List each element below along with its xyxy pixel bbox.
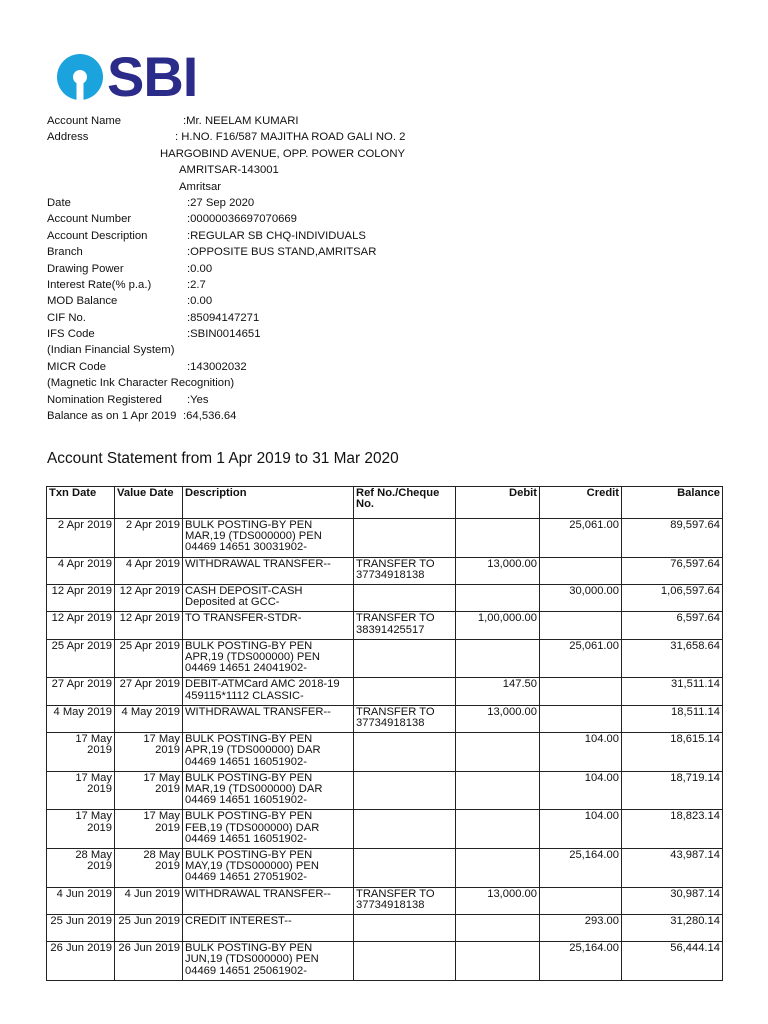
- interest-rate-label: Interest Rate(% p.a.): [47, 278, 152, 291]
- value-date-cell: 25 Apr 2019: [115, 639, 183, 678]
- ref-no-cell: [354, 771, 456, 810]
- txn-date-cell: 4 Apr 2019: [47, 557, 115, 584]
- value-date-cell: 4 Apr 2019: [115, 557, 183, 584]
- balance-cell: 31,280.14: [622, 915, 723, 942]
- table-row: [47, 678, 723, 705]
- table-row: [47, 849, 723, 888]
- header-credit: Credit: [540, 487, 622, 519]
- txn-date-cell: 4 May 2019: [47, 705, 115, 732]
- debit-cell: [456, 585, 540, 612]
- value-date-cell: 17 May 2019: [115, 771, 183, 810]
- txn-date-cell: 17 May 2019: [47, 810, 115, 849]
- txn-date-cell: 25 Jun 2019: [47, 915, 115, 942]
- description-cell: CASH DEPOSIT-CASH Deposited at GCC-: [183, 585, 354, 612]
- credit-cell: 25,164.00: [540, 849, 622, 888]
- statement-title: Account Statement from 1 Apr 2019 to 31 Mar 2020: [47, 450, 399, 467]
- balance-cell: 18,615.14: [622, 733, 723, 772]
- header-value-date: Value Date: [115, 487, 183, 519]
- table-header-row: [47, 487, 723, 519]
- debit-cell: [456, 942, 540, 981]
- table-row: [47, 942, 723, 981]
- header-txn-date: Txn Date: [47, 487, 115, 519]
- date-value: :27 Sep 2020: [187, 196, 255, 209]
- debit-cell: 13,000.00: [456, 887, 540, 914]
- credit-cell: 104.00: [540, 771, 622, 810]
- cif-value: :85094147271: [187, 311, 260, 324]
- ref-no-cell: [354, 639, 456, 678]
- balance-cell: 76,597.64: [622, 557, 723, 584]
- credit-cell: 25,061.00: [540, 519, 622, 558]
- txn-date-cell: 27 Apr 2019: [47, 678, 115, 705]
- description-cell: CREDIT INTEREST--: [183, 915, 354, 942]
- ref-no-cell: [354, 810, 456, 849]
- debit-cell: [456, 915, 540, 942]
- address-line-4: Amritsar: [179, 180, 222, 193]
- transactions-table: [46, 486, 723, 981]
- table-row: [47, 519, 723, 558]
- header-ref-no: Ref No./Cheque No.: [354, 487, 456, 519]
- txn-date-cell: 17 May 2019: [47, 771, 115, 810]
- credit-cell: [540, 887, 622, 914]
- ref-no-cell: TRANSFER TO 38391425517: [354, 612, 456, 639]
- address-line-1: : H.NO. F16/587 MAJITHA ROAD GALI NO. 2: [175, 131, 406, 144]
- debit-cell: [456, 733, 540, 772]
- ref-no-cell: TRANSFER TO 37734918138: [354, 557, 456, 584]
- table-row: [47, 639, 723, 678]
- ref-no-cell: [354, 585, 456, 612]
- description-cell: WITHDRAWAL TRANSFER--: [183, 557, 354, 584]
- mod-balance-label: MOD Balance: [47, 295, 118, 308]
- credit-cell: 104.00: [540, 733, 622, 772]
- debit-cell: 147.50: [456, 678, 540, 705]
- table-row: [47, 557, 723, 584]
- description-cell: BULK POSTING-BY PEN MAR,19 (TDS000000) PEN 04469 14651 30031902-: [183, 519, 354, 558]
- ifs-code-label: IFS Code: [47, 328, 95, 341]
- transactions-body: [47, 519, 723, 981]
- address-line-2: HARGOBIND AVENUE, OPP. POWER COLONY: [160, 147, 406, 160]
- description-cell: BULK POSTING-BY PEN APR,19 (TDS000000) DAR 04469 14651 16051902-: [183, 733, 354, 772]
- value-date-cell: 4 Jun 2019: [115, 887, 183, 914]
- ifs-code-value: :SBIN0014651: [187, 328, 261, 341]
- description-cell: TO TRANSFER-STDR-: [183, 612, 354, 639]
- txn-date-cell: 2 Apr 2019: [47, 519, 115, 558]
- branch-label: Branch: [47, 246, 83, 259]
- date-label: Date: [47, 196, 71, 209]
- value-date-cell: 17 May 2019: [115, 810, 183, 849]
- balance-cell: 56,444.14: [622, 942, 723, 981]
- table-row: [47, 887, 723, 914]
- debit-cell: [456, 639, 540, 678]
- description-cell: DEBIT-ATMCard AMC 2018-19 459115*1112 CLASSIC-: [183, 678, 354, 705]
- cif-label: CIF No.: [47, 311, 86, 324]
- debit-cell: [456, 771, 540, 810]
- description-cell: BULK POSTING-BY PEN MAY,19 (TDS000000) PEN 04469 14651 27051902-: [183, 849, 354, 888]
- value-date-cell: 28 May 2019: [115, 849, 183, 888]
- description-cell: BULK POSTING-BY PEN JUN,19 (TDS000000) PEN 04469 14651 25061902-: [183, 942, 354, 981]
- account-info: [47, 113, 507, 424]
- account-name-value: :Mr. NEELAM KUMARI: [183, 115, 299, 127]
- balance-cell: 6,597.64: [622, 612, 723, 639]
- value-date-cell: 12 Apr 2019: [115, 585, 183, 612]
- credit-cell: 104.00: [540, 810, 622, 849]
- ref-no-cell: TRANSFER TO 37734918138: [354, 705, 456, 732]
- value-date-cell: 4 May 2019: [115, 705, 183, 732]
- header-debit: Debit: [456, 487, 540, 519]
- ref-no-cell: [354, 519, 456, 558]
- table-row: [47, 585, 723, 612]
- credit-cell: [540, 557, 622, 584]
- account-number-label: Account Number: [47, 213, 132, 226]
- balance-cell: 43,987.14: [622, 849, 723, 888]
- credit-cell: 293.00: [540, 915, 622, 942]
- description-cell: BULK POSTING-BY PEN FEB,19 (TDS000000) DAR 04469 14651 16051902-: [183, 810, 354, 849]
- value-date-cell: 25 Jun 2019: [115, 915, 183, 942]
- debit-cell: [456, 519, 540, 558]
- debit-cell: [456, 810, 540, 849]
- nomination-value: :Yes: [187, 393, 209, 406]
- table-row: [47, 771, 723, 810]
- value-date-cell: 27 Apr 2019: [115, 678, 183, 705]
- description-cell: BULK POSTING-BY PEN MAR,19 (TDS000000) DAR 04469 14651 16051902-: [183, 771, 354, 810]
- account-name-label: Account Name: [47, 115, 122, 127]
- ifs-note: (Indian Financial System): [47, 344, 175, 357]
- micr-note: (Magnetic Ink Character Recognition): [47, 377, 235, 390]
- ref-no-cell: [354, 849, 456, 888]
- sbi-logo: [55, 45, 198, 108]
- debit-cell: 1,00,000.00: [456, 612, 540, 639]
- txn-date-cell: 26 Jun 2019: [47, 942, 115, 981]
- table-row: [47, 915, 723, 942]
- debit-cell: 13,000.00: [456, 557, 540, 584]
- value-date-cell: 17 May 2019: [115, 733, 183, 772]
- balance-cell: 31,511.14: [622, 678, 723, 705]
- ref-no-cell: [354, 915, 456, 942]
- branch-value: :OPPOSITE BUS STAND,AMRITSAR: [187, 246, 377, 259]
- txn-date-cell: 25 Apr 2019: [47, 639, 115, 678]
- credit-cell: 30,000.00: [540, 585, 622, 612]
- micr-code-value: :143002032: [187, 360, 247, 373]
- txn-date-cell: 17 May 2019: [47, 733, 115, 772]
- table-row: [47, 733, 723, 772]
- drawing-power-label: Drawing Power: [47, 262, 124, 275]
- value-date-cell: 26 Jun 2019: [115, 942, 183, 981]
- opening-balance-value: :64,536.64: [183, 410, 237, 423]
- table-row: [47, 612, 723, 639]
- interest-rate-value: :2.7: [187, 278, 206, 291]
- txn-date-cell: 12 Apr 2019: [47, 612, 115, 639]
- logo-text: SBI: [107, 45, 198, 108]
- ref-no-cell: [354, 733, 456, 772]
- balance-cell: 30,987.14: [622, 887, 723, 914]
- account-description-value: :REGULAR SB CHQ-INDIVIDUALS: [187, 229, 366, 242]
- credit-cell: [540, 705, 622, 732]
- balance-cell: 18,719.14: [622, 771, 723, 810]
- txn-date-cell: 28 May 2019: [47, 849, 115, 888]
- credit-cell: 25,164.00: [540, 942, 622, 981]
- ref-no-cell: [354, 942, 456, 981]
- balance-cell: 89,597.64: [622, 519, 723, 558]
- description-cell: BULK POSTING-BY PEN APR,19 (TDS000000) PEN 04469 14651 24041902-: [183, 639, 354, 678]
- drawing-power-value: :0.00: [187, 262, 213, 275]
- value-date-cell: 12 Apr 2019: [115, 612, 183, 639]
- credit-cell: [540, 612, 622, 639]
- sbi-keyhole-icon: [55, 52, 105, 102]
- credit-cell: 25,061.00: [540, 639, 622, 678]
- account-number-value: :00000036697070669: [187, 213, 297, 226]
- ref-no-cell: [354, 678, 456, 705]
- micr-code-label: MICR Code: [47, 360, 107, 373]
- balance-cell: 18,511.14: [622, 705, 723, 732]
- nomination-label: Nomination Registered: [47, 393, 162, 406]
- credit-cell: [540, 678, 622, 705]
- opening-balance-label: Balance as on 1 Apr 2019: [47, 410, 177, 423]
- debit-cell: 13,000.00: [456, 705, 540, 732]
- description-cell: WITHDRAWAL TRANSFER--: [183, 705, 354, 732]
- txn-date-cell: 4 Jun 2019: [47, 887, 115, 914]
- address-label: Address: [47, 131, 89, 144]
- header-description: Description: [183, 487, 354, 519]
- ref-no-cell: TRANSFER TO 37734918138: [354, 887, 456, 914]
- header-balance: Balance: [622, 487, 723, 519]
- mod-balance-value: :0.00: [187, 295, 213, 308]
- balance-cell: 18,823.14: [622, 810, 723, 849]
- debit-cell: [456, 849, 540, 888]
- address-line-3: AMRITSAR-143001: [179, 164, 279, 177]
- balance-cell: 31,658.64: [622, 639, 723, 678]
- table-row: [47, 810, 723, 849]
- balance-cell: 1,06,597.64: [622, 585, 723, 612]
- txn-date-cell: 12 Apr 2019: [47, 585, 115, 612]
- description-cell: WITHDRAWAL TRANSFER--: [183, 887, 354, 914]
- value-date-cell: 2 Apr 2019: [115, 519, 183, 558]
- account-description-label: Account Description: [47, 229, 148, 242]
- table-row: [47, 705, 723, 732]
